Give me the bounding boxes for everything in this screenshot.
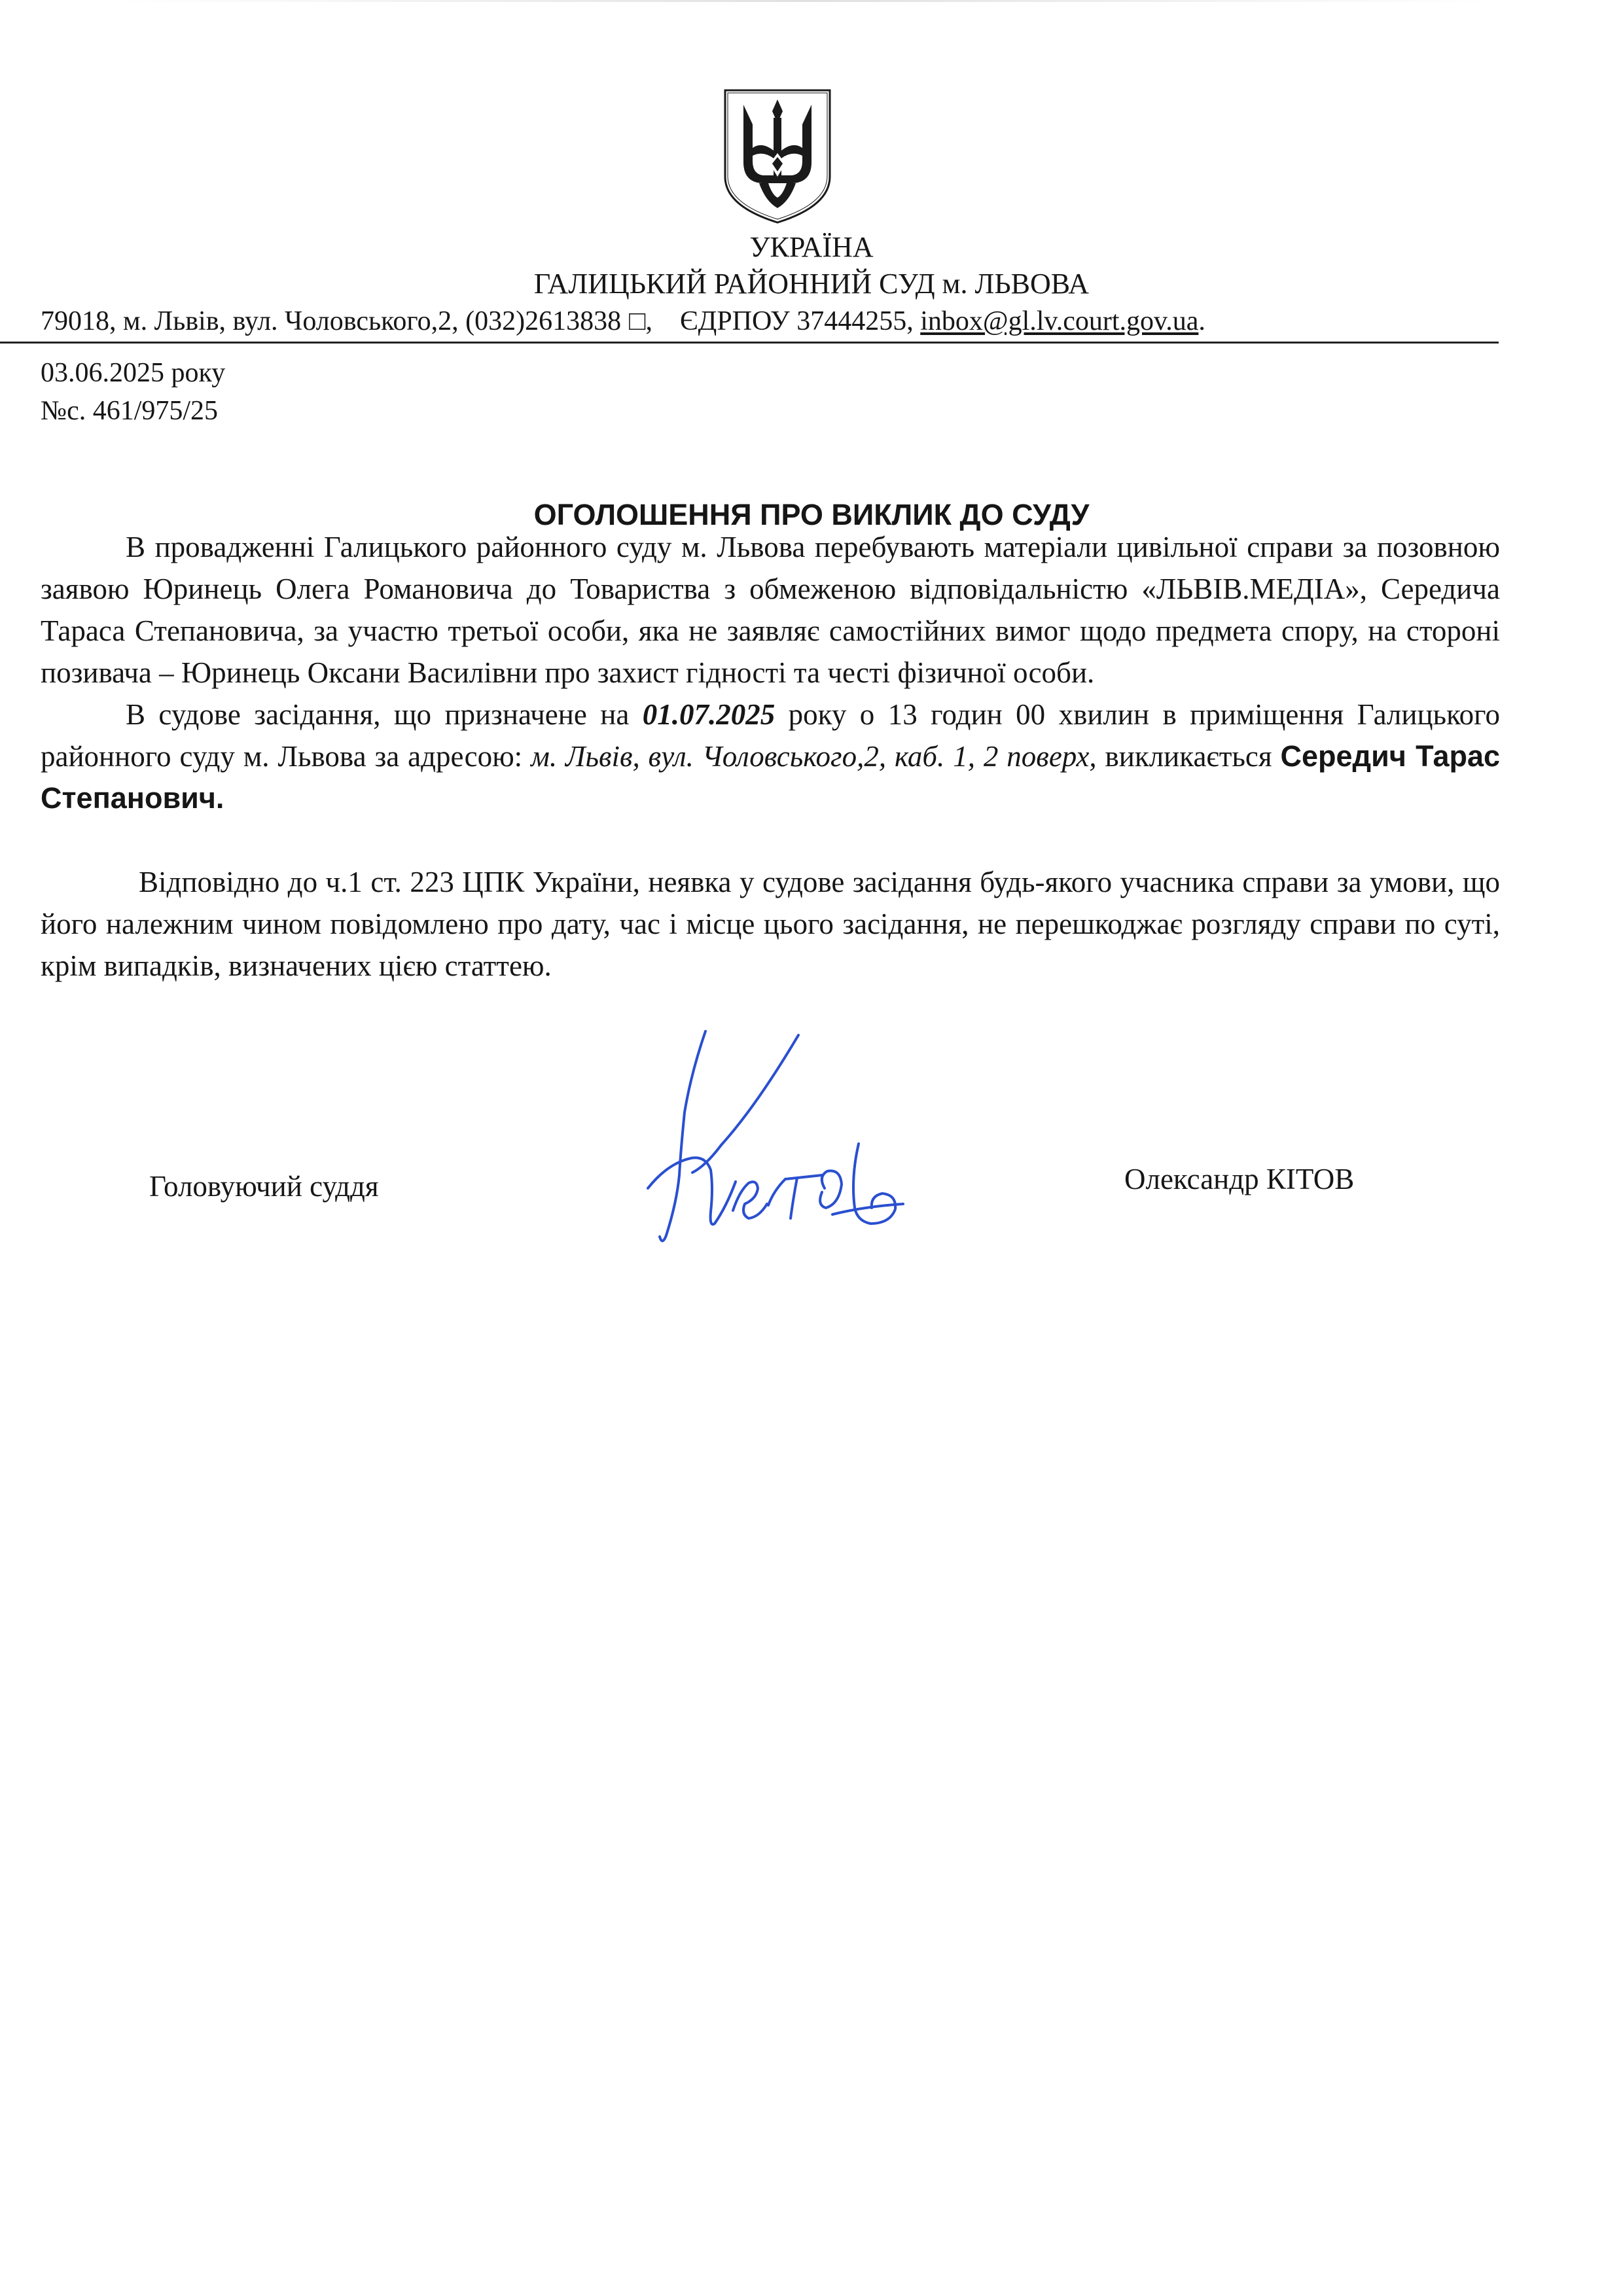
document-title: ОГОЛОШЕННЯ ПРО ВИКЛИК ДО СУДУ bbox=[533, 498, 1090, 531]
document-date: 03.06.2025 року bbox=[41, 358, 226, 388]
trident-coat-of-arms-icon bbox=[719, 85, 836, 226]
email-suffix: . bbox=[1198, 306, 1205, 336]
judge-role: Головуючий суддя bbox=[149, 1170, 379, 1203]
judge-name: Олександр КІТОВ bbox=[1124, 1163, 1355, 1195]
scan-edge bbox=[118, 0, 1492, 2]
court-address: 79018, м. Львів, вул. Чоловського,2, (032)2613838 bbox=[41, 306, 622, 336]
document-body bbox=[41, 526, 1500, 987]
court-edrpou: ЄДРПОУ 37444255, bbox=[679, 306, 914, 336]
country-name: УКРАЇНА bbox=[749, 231, 874, 263]
summons-text-1: В судове засідання, що призначене на bbox=[126, 698, 643, 731]
header-divider bbox=[0, 342, 1499, 344]
hearing-date: 01.07.2025 bbox=[642, 698, 776, 731]
summons-text-2: року о 13 годин 00 хвилин в приміщення Галицького районного суду м. Львова за адресою: bbox=[41, 698, 1500, 773]
paragraph-case-info: В провадженні Галицького районного суду м. Львова перебувають матеріали цивільної справи за позовною заявою Юринець Олега Романовича до Товариства з обмеженою відповідальністю «ЛЬВІВ.МЕДІА», Середича Тараса Степановича, за участю третьої особи, яка не заявляє самостійних вимог щодо предмета спору, на стороні позивача – Юринець Оксани Василівни про захист гідності та честі фізичної особи. bbox=[41, 531, 1500, 689]
phone-box-glyph: □ bbox=[629, 306, 646, 336]
court-name: ГАЛИЦЬКИЙ РАЙОННИЙ СУД м. ЛЬВОВА bbox=[533, 268, 1090, 300]
summons-text-3: викликається bbox=[1096, 740, 1281, 773]
paragraph-legal-notice: Відповідно до ч.1 ст. 223 ЦПК України, неявка у судове засідання будь-якого учасника справи за умови, що його належним чином повідомлено про дату, час і місце цього засідання, не перешкоджає розгляду справи по суті, крім випадків, визначених цією статтею. bbox=[41, 866, 1500, 982]
court-contacts: 79018, м. Львів, вул. Чоловського,2, (032)2613838 □, ЄДРПОУ 37444255, inbox@gl.lv.court.gov.ua. bbox=[41, 306, 1205, 336]
case-number: №с. 461/975/25 bbox=[41, 396, 219, 426]
paragraph-summons bbox=[41, 694, 1500, 819]
judge-signature bbox=[628, 1027, 969, 1263]
hearing-address: м. Львів, вул. Чоловського,2, каб. 1, 2 поверх, bbox=[531, 740, 1097, 773]
summoned-person: Середич Тарас Степанович. bbox=[41, 739, 1501, 815]
court-email-link[interactable]: inbox@gl.lv.court.gov.ua bbox=[920, 306, 1199, 336]
